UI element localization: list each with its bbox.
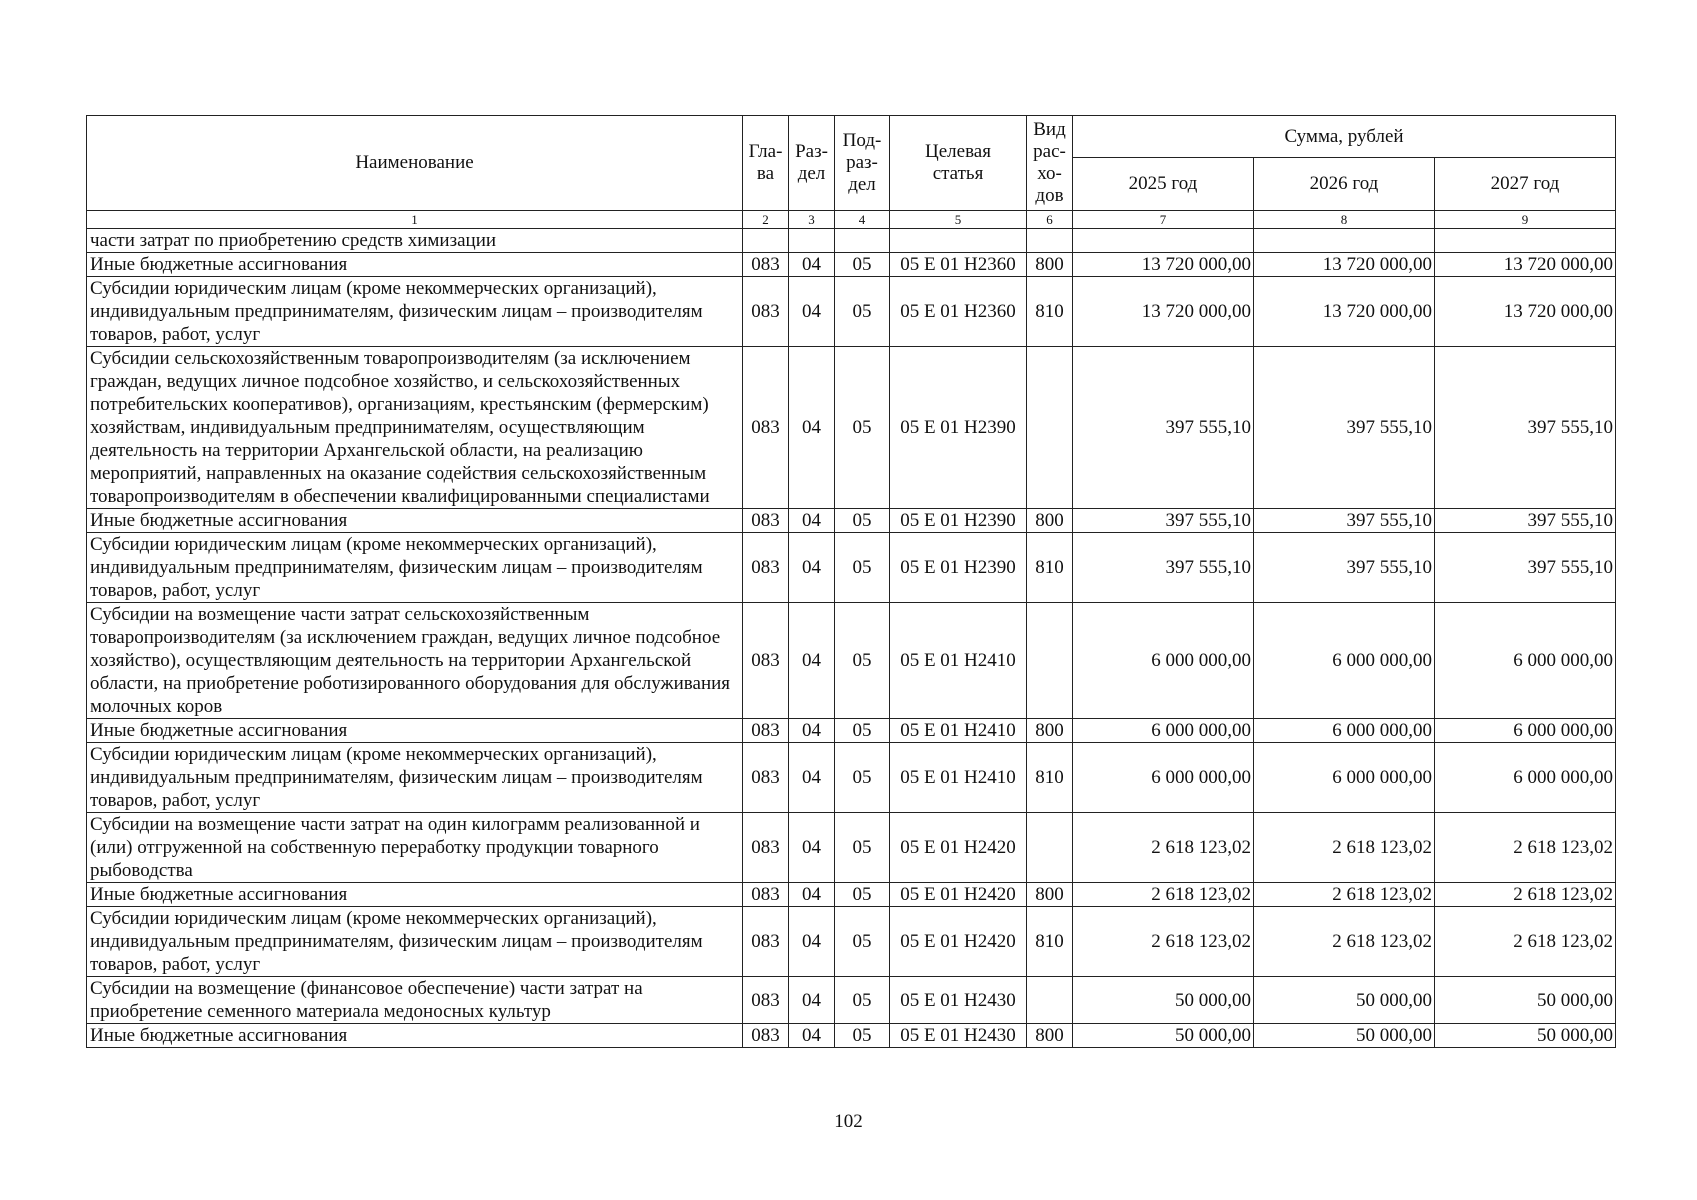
row-name: Субсидии юридическим лицам (кроме некоммерческих организаций), индивидуальным предпринимателям, физическим лицам – производителям товаров, работ, услуг	[87, 907, 743, 977]
row-vid: 810	[1027, 743, 1073, 813]
row-sum-2025: 397 555,10	[1073, 347, 1254, 509]
column-index-row	[87, 211, 1616, 229]
header-celevaya: Целевая статья	[890, 116, 1027, 211]
row-celevaya: 05 Е 01 Н2420	[890, 813, 1027, 883]
row-razdel: 04	[789, 743, 835, 813]
row-sum-2026: 2 618 123,02	[1254, 907, 1435, 977]
row-sum-2026: 13 720 000,00	[1254, 277, 1435, 347]
row-sum-2025: 13 720 000,00	[1073, 253, 1254, 277]
row-glava: 083	[743, 509, 789, 533]
table-row	[87, 347, 1616, 509]
row-glava: 083	[743, 277, 789, 347]
row-razdel: 04	[789, 813, 835, 883]
budget-table-sheet	[86, 115, 1615, 1048]
column-index: 7	[1073, 211, 1254, 229]
column-index: 4	[835, 211, 890, 229]
row-vid	[1027, 813, 1073, 883]
row-name: Иные бюджетные ассигнования	[87, 1024, 743, 1048]
row-celevaya: 05 Е 01 Н2390	[890, 509, 1027, 533]
row-razdel: 04	[789, 603, 835, 719]
table-row	[87, 253, 1616, 277]
row-name: Иные бюджетные ассигнования	[87, 719, 743, 743]
header-vid: Вид рас- хо- дов	[1027, 116, 1073, 211]
row-podrazdel: 05	[835, 813, 890, 883]
row-podrazdel: 05	[835, 347, 890, 509]
row-sum-2027: 6 000 000,00	[1435, 743, 1616, 813]
row-celevaya: 05 Е 01 Н2390	[890, 347, 1027, 509]
row-sum-2026: 2 618 123,02	[1254, 813, 1435, 883]
row-sum-2026: 397 555,10	[1254, 509, 1435, 533]
row-vid: 800	[1027, 719, 1073, 743]
row-vid: 800	[1027, 253, 1073, 277]
row-vid	[1027, 229, 1073, 253]
row-vid: 800	[1027, 1024, 1073, 1048]
row-glava: 083	[743, 813, 789, 883]
row-glava: 083	[743, 907, 789, 977]
table-row	[87, 977, 1616, 1024]
header-2025: 2025 год	[1073, 158, 1254, 211]
table-row	[87, 229, 1616, 253]
row-sum-2026: 50 000,00	[1254, 977, 1435, 1024]
row-sum-2027: 2 618 123,02	[1435, 907, 1616, 977]
row-glava: 083	[743, 347, 789, 509]
row-name: Субсидии на возмещение (финансовое обеспечение) части затрат на приобретение семенного материала медоносных культур	[87, 977, 743, 1024]
row-razdel: 04	[789, 253, 835, 277]
row-name: Иные бюджетные ассигнования	[87, 883, 743, 907]
column-index: 2	[743, 211, 789, 229]
row-podrazdel: 05	[835, 509, 890, 533]
row-podrazdel: 05	[835, 977, 890, 1024]
row-celevaya: 05 Е 01 Н2360	[890, 253, 1027, 277]
row-glava: 083	[743, 533, 789, 603]
row-glava	[743, 229, 789, 253]
header-podrazdel: Под- раз- дел	[835, 116, 890, 211]
row-celevaya: 05 Е 01 Н2420	[890, 883, 1027, 907]
row-sum-2025: 13 720 000,00	[1073, 277, 1254, 347]
page-number: 102	[834, 1111, 863, 1132]
row-podrazdel: 05	[835, 743, 890, 813]
row-razdel: 04	[789, 533, 835, 603]
row-celevaya: 05 Е 01 Н2410	[890, 743, 1027, 813]
row-glava: 083	[743, 883, 789, 907]
row-name: Субсидии юридическим лицам (кроме некоммерческих организаций), индивидуальным предпринимателям, физическим лицам – производителям товаров, работ, услуг	[87, 533, 743, 603]
row-vid: 800	[1027, 883, 1073, 907]
row-glava: 083	[743, 1024, 789, 1048]
table-row	[87, 813, 1616, 883]
row-name: Субсидии на возмещение части затрат на один килограмм реализованной и (или) отгруженной на собственную переработку продукции товарного рыбоводства	[87, 813, 743, 883]
table-row	[87, 603, 1616, 719]
table-row	[87, 743, 1616, 813]
row-podrazdel: 05	[835, 603, 890, 719]
row-sum-2026: 397 555,10	[1254, 533, 1435, 603]
row-glava: 083	[743, 253, 789, 277]
column-index: 6	[1027, 211, 1073, 229]
row-celevaya: 05 Е 01 Н2360	[890, 277, 1027, 347]
row-sum-2025: 397 555,10	[1073, 509, 1254, 533]
column-index: 3	[789, 211, 835, 229]
row-sum-2025: 50 000,00	[1073, 1024, 1254, 1048]
column-index: 8	[1254, 211, 1435, 229]
row-celevaya	[890, 229, 1027, 253]
row-sum-2026: 6 000 000,00	[1254, 743, 1435, 813]
row-razdel: 04	[789, 719, 835, 743]
row-vid: 810	[1027, 907, 1073, 977]
row-sum-2026: 6 000 000,00	[1254, 603, 1435, 719]
row-sum-2025: 397 555,10	[1073, 533, 1254, 603]
row-glava: 083	[743, 977, 789, 1024]
row-sum-2025: 2 618 123,02	[1073, 907, 1254, 977]
row-razdel: 04	[789, 1024, 835, 1048]
row-sum-2025: 6 000 000,00	[1073, 743, 1254, 813]
table-row	[87, 883, 1616, 907]
column-index: 1	[87, 211, 743, 229]
row-podrazdel: 05	[835, 253, 890, 277]
row-celevaya: 05 Е 01 Н2420	[890, 907, 1027, 977]
header-razdel: Раз- дел	[789, 116, 835, 211]
row-sum-2026: 13 720 000,00	[1254, 253, 1435, 277]
table-row	[87, 907, 1616, 977]
row-name: Иные бюджетные ассигнования	[87, 509, 743, 533]
row-celevaya: 05 Е 01 Н2390	[890, 533, 1027, 603]
row-podrazdel: 05	[835, 883, 890, 907]
row-sum-2026: 2 618 123,02	[1254, 883, 1435, 907]
row-vid: 800	[1027, 509, 1073, 533]
budget-table	[86, 115, 1616, 1048]
header-2027: 2027 год	[1435, 158, 1616, 211]
row-sum-2026	[1254, 229, 1435, 253]
row-vid	[1027, 347, 1073, 509]
row-name: части затрат по приобретению средств химизации	[87, 229, 743, 253]
row-sum-2027: 397 555,10	[1435, 347, 1616, 509]
row-celevaya: 05 Е 01 Н2430	[890, 1024, 1027, 1048]
row-celevaya: 05 Е 01 Н2430	[890, 977, 1027, 1024]
row-podrazdel: 05	[835, 1024, 890, 1048]
row-podrazdel: 05	[835, 719, 890, 743]
row-name: Иные бюджетные ассигнования	[87, 253, 743, 277]
row-podrazdel: 05	[835, 277, 890, 347]
row-razdel: 04	[789, 977, 835, 1024]
row-sum-2026: 50 000,00	[1254, 1024, 1435, 1048]
row-name: Субсидии на возмещение части затрат сельскохозяйственным товаропроизводителям (за исключением граждан, ведущих личное подсобное хозяйство), осуществляющим деятельность на территории Архангельской области, на приобретение роботизированного оборудования для обслуживания молочных коров	[87, 603, 743, 719]
row-sum-2025: 6 000 000,00	[1073, 719, 1254, 743]
row-razdel: 04	[789, 509, 835, 533]
table-row	[87, 533, 1616, 603]
row-sum-2025: 6 000 000,00	[1073, 603, 1254, 719]
row-razdel: 04	[789, 277, 835, 347]
row-vid: 810	[1027, 533, 1073, 603]
row-name: Субсидии юридическим лицам (кроме некоммерческих организаций), индивидуальным предпринимателям, физическим лицам – производителям товаров, работ, услуг	[87, 277, 743, 347]
header-glava: Гла- ва	[743, 116, 789, 211]
column-index: 5	[890, 211, 1027, 229]
row-sum-2027: 6 000 000,00	[1435, 603, 1616, 719]
row-podrazdel	[835, 229, 890, 253]
row-vid	[1027, 603, 1073, 719]
row-razdel: 04	[789, 907, 835, 977]
row-razdel: 04	[789, 883, 835, 907]
table-row	[87, 277, 1616, 347]
row-sum-2027: 13 720 000,00	[1435, 277, 1616, 347]
row-name: Субсидии юридическим лицам (кроме некоммерческих организаций), индивидуальным предпринимателям, физическим лицам – производителям товаров, работ, услуг	[87, 743, 743, 813]
row-sum-2027: 13 720 000,00	[1435, 253, 1616, 277]
row-celevaya: 05 Е 01 Н2410	[890, 603, 1027, 719]
row-sum-2027: 6 000 000,00	[1435, 719, 1616, 743]
row-vid: 810	[1027, 277, 1073, 347]
table-row	[87, 1024, 1616, 1048]
row-sum-2026: 6 000 000,00	[1254, 719, 1435, 743]
row-sum-2027: 397 555,10	[1435, 509, 1616, 533]
row-sum-2027: 397 555,10	[1435, 533, 1616, 603]
row-glava: 083	[743, 743, 789, 813]
row-podrazdel: 05	[835, 907, 890, 977]
row-podrazdel: 05	[835, 533, 890, 603]
header-name: Наименование	[87, 116, 743, 211]
row-razdel: 04	[789, 347, 835, 509]
row-sum-2025: 2 618 123,02	[1073, 883, 1254, 907]
row-name: Субсидии сельскохозяйственным товаропроизводителям (за исключением граждан, ведущих личное подсобное хозяйство, и сельскохозяйственных потребительских кооперативов), организациям, крестьянским (фермерским) хозяйствам, индивидуальным предпринимателям, осуществляющим деятельность на территории Архангельской области, на реализацию мероприятий, направленных на оказание содействия сельскохозяйственным товаропроизводителям в обеспечении квалифицированными специалистами	[87, 347, 743, 509]
table-row	[87, 719, 1616, 743]
header-summa: Сумма, рублей	[1073, 116, 1616, 158]
row-glava: 083	[743, 603, 789, 719]
row-celevaya: 05 Е 01 Н2410	[890, 719, 1027, 743]
row-sum-2025: 2 618 123,02	[1073, 813, 1254, 883]
row-sum-2027: 2 618 123,02	[1435, 813, 1616, 883]
row-glava: 083	[743, 719, 789, 743]
row-sum-2027: 50 000,00	[1435, 1024, 1616, 1048]
row-sum-2027: 2 618 123,02	[1435, 883, 1616, 907]
row-razdel	[789, 229, 835, 253]
row-sum-2026: 397 555,10	[1254, 347, 1435, 509]
row-sum-2027: 50 000,00	[1435, 977, 1616, 1024]
row-vid	[1027, 977, 1073, 1024]
table-row	[87, 509, 1616, 533]
row-sum-2025: 50 000,00	[1073, 977, 1254, 1024]
row-sum-2027	[1435, 229, 1616, 253]
row-sum-2025	[1073, 229, 1254, 253]
header-2026: 2026 год	[1254, 158, 1435, 211]
column-index: 9	[1435, 211, 1616, 229]
